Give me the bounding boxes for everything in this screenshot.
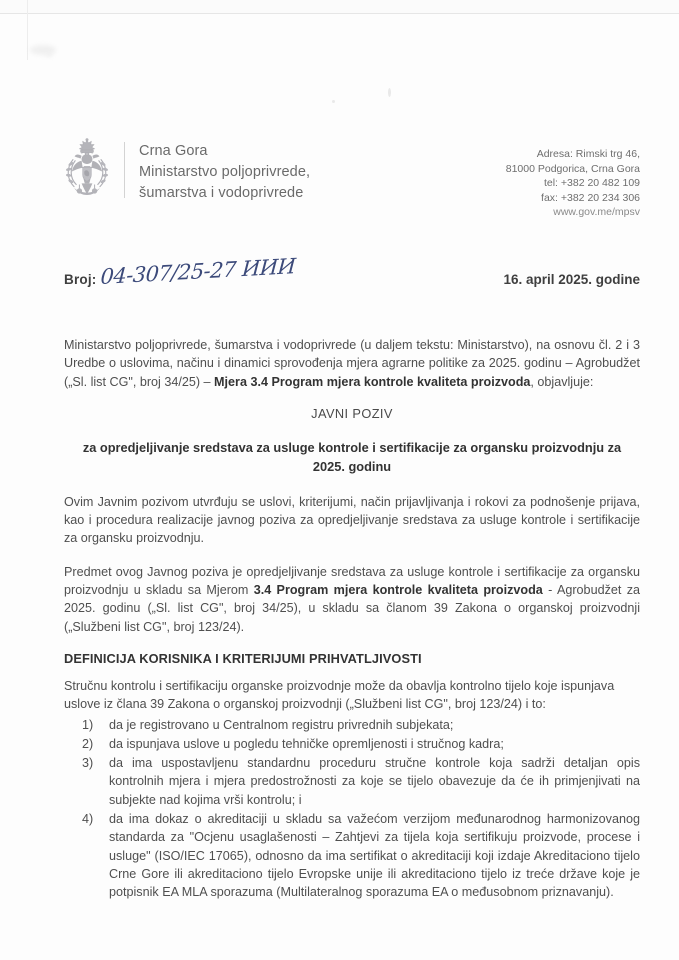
list-item-number: 1)	[82, 717, 94, 732]
list-item-text: da ima dokaz o akreditaciji u skladu sa važećom verzijom međunarodnog harmonizovanog standarda za "Ocjenu usaglašenosti – Zahtjevi za tijela koja sertifikuju proizvode, procese i usluge" (ISO/IEC 17065), odnosno da ima sertifikat o akreditaciji koji izdaje Akreditaciono tijelo Crne Gore ili akreditaciono tijelo Evropske unije ili akreditaciono tijelo iz treće države koje je potpisnik EA MLA sporazuma (Multilateralnog sporazuma EA o međusobnom priznavanju).	[109, 812, 640, 900]
subject-text-part-2: - Agrobudžet za 2025. godinu („Sl. list CG", broj 34/25), u skladu sa članom 39 Zakona o organskoj proizvodnji („Službeni list CG", broj 123/24).	[64, 583, 640, 634]
scan-artifact	[46, 50, 52, 57]
document-subtitle: za opredjeljivanje sredstava za usluge kontrole i sertifikacije za organsku proizvodnju za 2025. godinu	[82, 439, 622, 474]
list-item-text: da ispunjava uslove u pogledu tehničke opremljenosti i stručnog kadra;	[109, 736, 504, 751]
montenegro-coat-of-arms-icon	[60, 138, 114, 204]
list-item	[64, 810, 640, 901]
eligibility-lead-paragraph: Stručnu kontrolu i sertifikaciju organske proizvodnje može da obavlja kontrolno tijelo koje ispunjava uslove iz člana 39 Zakona o organskoj proizvodnji („Službeni list CG", broj 123/24) i to:	[64, 678, 615, 712]
eligibility-criteria-list	[64, 716, 640, 902]
scan-top-edge-line	[0, 13, 679, 14]
intro-measure-name: Mjera 3.4 Program mjera kontrole kvaliteta proizvoda	[214, 374, 531, 389]
scan-artifact	[332, 100, 335, 103]
list-item	[64, 754, 640, 809]
contact-fax: fax: +382 20 234 306	[541, 191, 640, 204]
reference-number-label: Broj:	[64, 272, 97, 287]
intro-text-part-1: Ministarstvo poljoprivrede, šumarstva i vodoprivrede (u daljem tekstu: Ministarstvo), na osnovu čl. 2 i 3 Uredbe o uslovima, načinu i dinamici sprovođenja mjera agrarne politike za 2025. godinu – Agrobudžet („Sl. list CG", broj 34/25) –	[64, 338, 640, 389]
intro-text-part-2: , objavljuje:	[530, 374, 594, 389]
paragraph-scope: Ovim Javnim pozivom utvrđuju se uslovi, kriterijumi, način prijavljivanja i rokovi za podnošenje prijava, kao i procedura realizacije javnog poziva za opredjeljivanje sredstava za usluge kontrole i sertifikacije za organsku proizvodnju.	[64, 494, 640, 546]
document-date: 16. april 2025. godine	[503, 272, 640, 287]
scan-artifact	[388, 88, 391, 97]
reference-line	[64, 253, 640, 290]
ministry-name-line-2: šumarstva i vodoprivrede	[139, 185, 304, 201]
scan-top-margin	[0, 0, 679, 13]
ministry-name-line-1: Ministarstvo poljoprivrede,	[139, 164, 311, 180]
list-item-number: 4)	[82, 812, 94, 827]
brand-divider	[124, 142, 125, 198]
list-item-number: 2)	[82, 736, 94, 751]
document-title: JAVNI POZIV	[311, 405, 393, 421]
contact-telephone: tel: +382 20 482 109	[543, 177, 640, 190]
list-item-number: 3)	[82, 756, 94, 771]
contact-website: www.gov.me/mpsv	[553, 206, 640, 219]
ministry-brand	[60, 138, 310, 204]
list-item	[64, 716, 640, 734]
letterhead	[60, 138, 640, 220]
contact-address-line-1: Adresa: Rimski trg 46,	[536, 148, 640, 160]
document-body	[64, 336, 640, 903]
list-item	[64, 735, 640, 753]
contact-block	[506, 138, 640, 220]
subject-text-part-1: Predmet ovog Javnog poziva je opredjeljivanje sredstava za usluge kontrole i sertifikacije za organsku proizvodnju u skladu sa Mjerom	[64, 564, 640, 598]
section-heading-eligibility: DEFINICIJA KORISNIKA I KRITERIJUMI PRIHVATLJIVOSTI	[64, 650, 422, 666]
subject-measure-name: 3.4 Program mjera kontrole kvaliteta proizvoda	[253, 583, 543, 598]
country-name: Crna Gora	[139, 143, 208, 159]
list-item-text: da je registrovano u Centralnom registru privrednih subjekata;	[109, 717, 454, 732]
paragraph-subject	[64, 563, 640, 636]
ministry-name-block	[139, 138, 310, 204]
contact-address-line-2: 81000 Podgorica, Crna Gora	[505, 162, 640, 175]
scan-artifact	[30, 45, 56, 55]
reference-number-handwritten-value: 04-307/25-27 ИИИ	[99, 253, 296, 290]
reference-number	[64, 253, 296, 290]
intro-paragraph	[64, 336, 640, 391]
scan-left-edge-line	[27, 0, 28, 60]
title-block	[64, 406, 640, 476]
list-item-text: da ima uspostavljenu standardnu proceduru stručne kontrole koja sadrži detaljan opis kontrolnih mjera i mjera predostrožnosti za koje se tijelo obavezuje da će ih primjenjivati na subjekte nad kojima vrši kontrolu; i	[109, 756, 640, 807]
